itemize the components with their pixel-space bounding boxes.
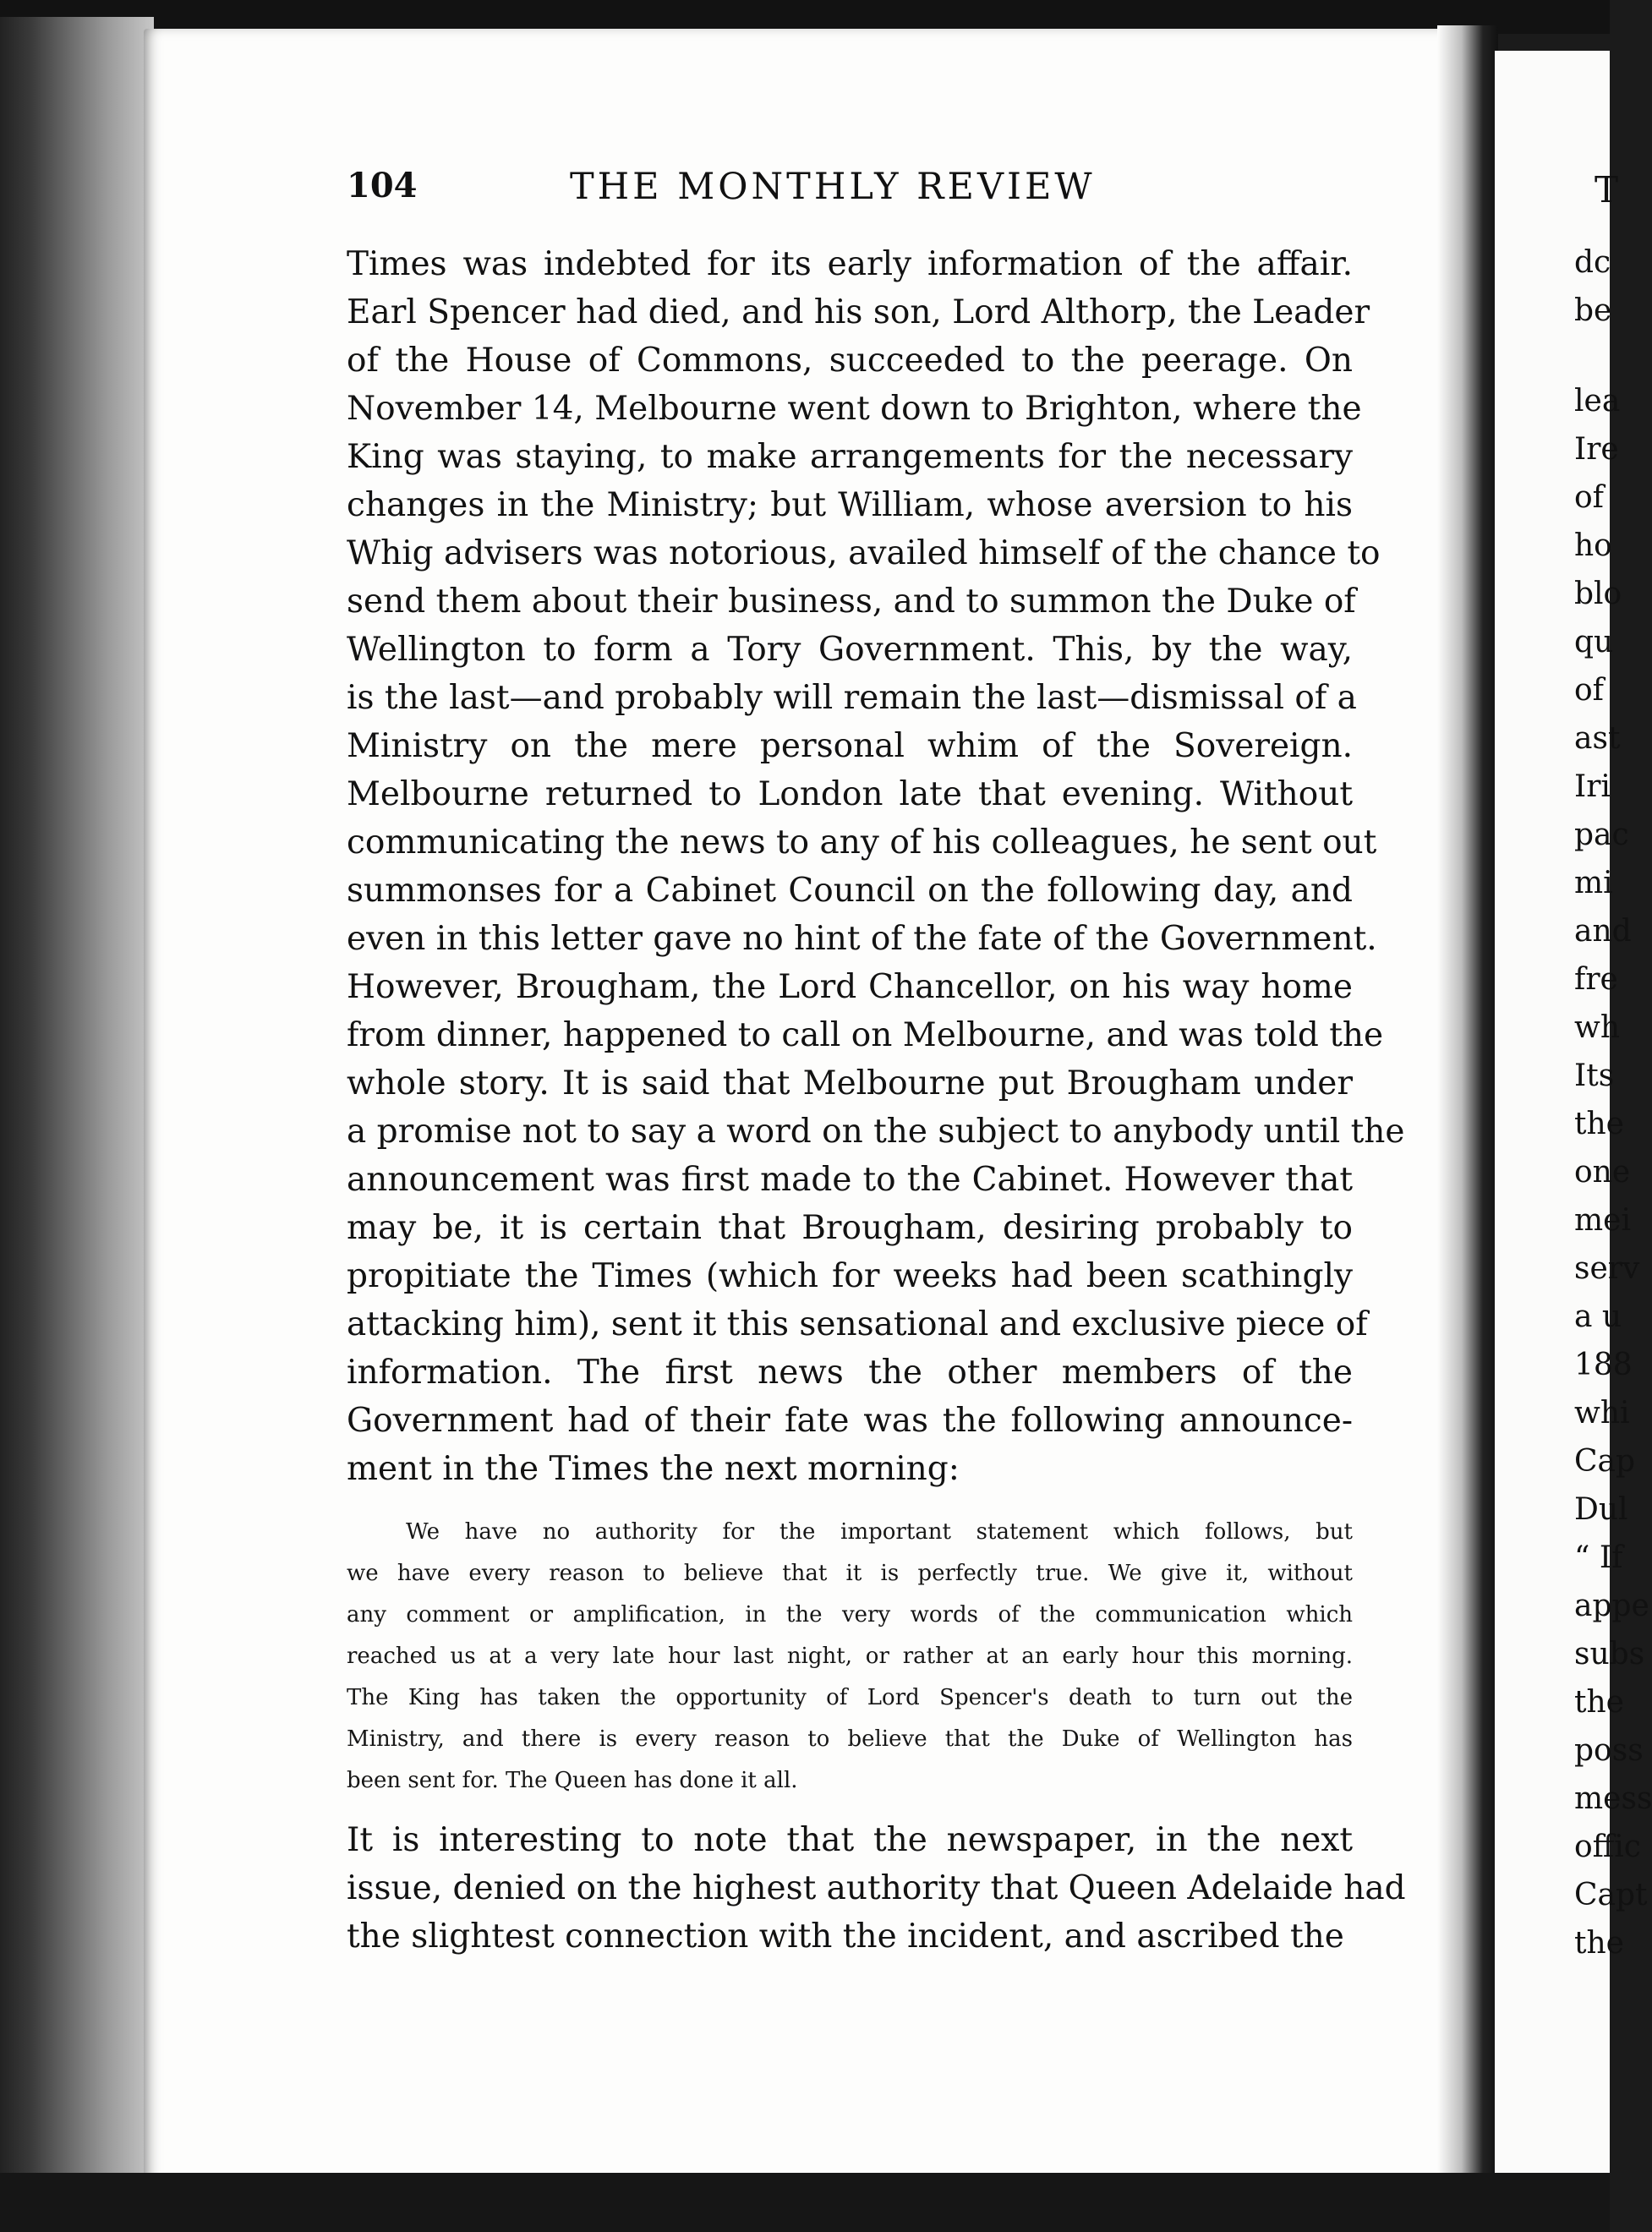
facing-page-fragment: dc xyxy=(1574,245,1611,280)
facing-page-fragment: poss xyxy=(1574,1733,1644,1768)
main-text-line: Ministry on the mere personal whim of the Sovereign. xyxy=(347,727,1353,765)
main-text-line: ment in the Times the next morning: xyxy=(347,1450,960,1488)
scan-bottom-border xyxy=(0,2173,1610,2232)
main-text-line: whole story. It is said that Melbourne put Brougham under xyxy=(347,1064,1353,1102)
facing-page-fragment: ho xyxy=(1574,528,1612,563)
block-quotation xyxy=(347,1512,1353,1802)
main-text-line: Times was indebted for its early information of the affair. xyxy=(347,245,1353,283)
main-paragraph xyxy=(347,240,1405,1493)
facing-page-fragment: blo xyxy=(1574,577,1622,611)
facing-page-fragment: of xyxy=(1574,673,1604,708)
main-text-line: a promise not to say a word on the subject to anybody until the xyxy=(347,1113,1405,1151)
facing-page-fragment: serv xyxy=(1574,1251,1640,1286)
facing-page-fragment: lea xyxy=(1574,384,1621,418)
main-text-line: of the House of Commons, succeeded to the peerage. On xyxy=(347,342,1353,380)
quote-text-line: Ministry, and there is every reason to believe that the Duke of Wellington has xyxy=(347,1726,1353,1752)
facing-page-fragment: and xyxy=(1574,914,1632,949)
facing-page-fragment: 188 xyxy=(1574,1348,1633,1382)
main-text-line: November 14, Melbourne went down to Brighton, where the xyxy=(347,390,1362,428)
facing-page-fragment: the xyxy=(1574,1107,1624,1141)
main-text-line: Wellington to form a Tory Government. This, by the way, xyxy=(347,631,1353,669)
quote-text-line: we have every reason to believe that it is perfectly true. We give it, without xyxy=(347,1561,1353,1586)
quote-text-line: reached us at a very late hour last night, or rather at an early hour this morning. xyxy=(347,1644,1353,1669)
main-text-line: propitiate the Times (which for weeks had been scathingly xyxy=(347,1257,1353,1295)
facing-page-fragment: offic xyxy=(1574,1830,1641,1864)
facing-page-fragment: a u xyxy=(1574,1299,1622,1334)
main-text-line: announcement was first made to the Cabinet. However that xyxy=(347,1161,1353,1199)
closing-paragraph xyxy=(347,1816,1406,1961)
main-text-line: Earl Spencer had died, and his son, Lord Althorp, the Leader xyxy=(347,293,1370,331)
facing-page-fragment: Dul xyxy=(1574,1492,1628,1527)
main-text-line: may be, it is certain that Brougham, desiring probably to xyxy=(347,1209,1353,1247)
page-number: 104 xyxy=(347,166,418,205)
main-text-line: from dinner, happened to call on Melbourne, and was told the xyxy=(347,1016,1384,1054)
main-text-line: King was staying, to make arrangements for the necessary xyxy=(347,438,1353,476)
facing-page-fragment: be xyxy=(1574,293,1612,328)
facing-page-fragment: “ If xyxy=(1574,1540,1623,1575)
facing-page-fragment: qu xyxy=(1574,625,1614,659)
facing-page-fragment: subs xyxy=(1574,1637,1645,1671)
main-text-line: information. The first news the other members of the xyxy=(347,1354,1353,1392)
quote-text-line: been sent for. The Queen has done it all. xyxy=(347,1768,798,1793)
closing-text-line: It is interesting to note that the newspaper, in the next xyxy=(347,1821,1353,1859)
facing-page-fragment: mess xyxy=(1574,1781,1652,1816)
facing-page-fragment: ast xyxy=(1574,721,1621,756)
main-text-line: attacking him), sent it this sensational and exclusive piece of xyxy=(347,1305,1368,1343)
facing-page-fragment: Iri xyxy=(1574,769,1611,804)
main-text-line: summonses for a Cabinet Council on the following day, and xyxy=(347,872,1353,910)
main-text-line: changes in the Ministry; but William, whose aversion to his xyxy=(347,486,1353,524)
main-text-line: However, Brougham, the Lord Chancellor, on his way home xyxy=(347,968,1353,1006)
facing-page-fragment: mei xyxy=(1574,1203,1631,1238)
facing-page-fragment: of xyxy=(1574,480,1604,515)
quote-text-line: any comment or amplification, in the very words of the communication which xyxy=(347,1602,1353,1628)
facing-page-fragment: mi xyxy=(1574,866,1613,900)
facing-page-fragment: Capt xyxy=(1574,1878,1648,1912)
facing-page-fragment: Cap xyxy=(1574,1444,1636,1479)
facing-page-fragment: appe xyxy=(1574,1589,1649,1623)
quote-text-line: We have no authority for the important statement which follows, but xyxy=(406,1519,1353,1545)
facing-page-fragment: pac xyxy=(1574,818,1629,852)
facing-page-fragment: one xyxy=(1574,1155,1631,1190)
main-text-line: Whig advisers was notorious, availed himself of the chance to xyxy=(347,534,1381,572)
main-text-line: Melbourne returned to London late that evening. Without xyxy=(347,775,1353,813)
main-text-line: even in this letter gave no hint of the fate of the Government. xyxy=(347,920,1377,958)
facing-page-fragment: whi xyxy=(1574,1396,1630,1431)
closing-text-line: issue, denied on the highest authority that Queen Adelaide had xyxy=(347,1869,1406,1907)
main-text-line: Government had of their fate was the following announce- xyxy=(347,1402,1353,1440)
main-text-line: is the last—and probably will remain the last—dismissal of a xyxy=(347,679,1357,717)
page-header xyxy=(347,166,1353,220)
facing-page-fragment: the xyxy=(1574,1685,1624,1720)
book-gutter xyxy=(1437,25,1498,2190)
facing-page-fragment: fre xyxy=(1574,962,1618,997)
facing-page-fragment: Its xyxy=(1574,1059,1615,1093)
quote-text-line: The King has taken the opportunity of Lord Spencer's death to turn out the xyxy=(347,1685,1353,1710)
facing-page-fragment: wh xyxy=(1574,1010,1620,1045)
running-head: THE MONTHLY REVIEW xyxy=(570,166,1096,208)
facing-page-head: T xyxy=(1595,169,1619,211)
facing-page-fragment: Ire xyxy=(1574,432,1619,467)
closing-text-line: the slightest connection with the incident, and ascribed the xyxy=(347,1917,1344,1956)
main-text-line: send them about their business, and to summon the Duke of xyxy=(347,583,1356,621)
facing-page-fragment: the xyxy=(1574,1926,1624,1961)
page-stack-edge xyxy=(0,17,154,2181)
main-text-line: communicating the news to any of his colleagues, he sent out xyxy=(347,823,1377,862)
